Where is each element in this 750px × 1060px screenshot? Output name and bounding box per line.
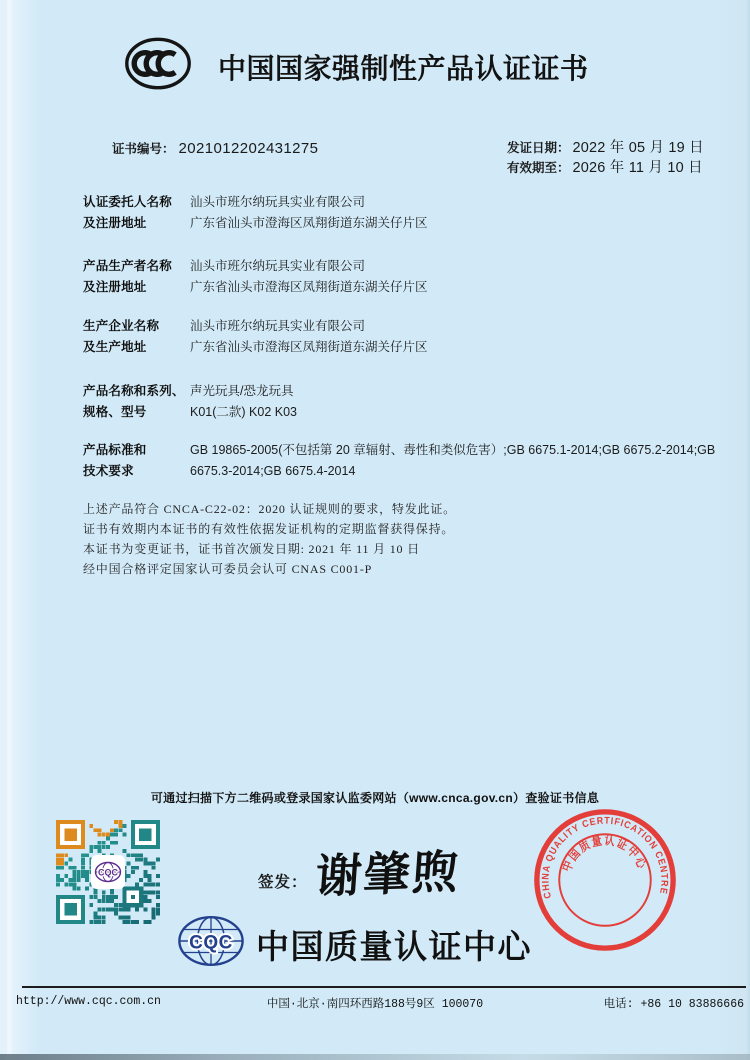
statement-line: 证书有效期内本证书的有效性依据发证机构的定期监督获得保持。 (83, 522, 455, 536)
field-value: GB 19865-2005(不包括第 20 章辐射、毒性和类似危害）;GB 6675.1-2014;GB 6675.2-2014;GB 6675.3-2014;GB 6675.4-2014 (190, 443, 716, 478)
field-factory (83, 316, 428, 358)
statement (83, 499, 708, 579)
field-label: 产品名称和系列、 (83, 384, 185, 398)
field-value: 汕头市班尔纳玩具实业有限公司 (190, 195, 366, 209)
field-value: 广东省汕头市澄海区凤翔街道东湖关仔片区 (190, 216, 428, 230)
verify-note: 可通过扫描下方二维码或登录国家认监委网站（www.cnca.gov.cn）查验证书信息 (150, 791, 600, 805)
valid-until-label: 有效期至： (507, 161, 570, 175)
field-value: 广东省汕头市澄海区凤翔街道东湖关仔片区 (190, 280, 428, 294)
valid-until-row (507, 158, 704, 178)
field-producer (83, 256, 428, 298)
field-label: 及生产地址 (83, 340, 147, 354)
issuer-name: 中国质量认证中心 (256, 928, 532, 965)
field-label: 产品标准和 (83, 443, 147, 457)
qr-logo-overlay (91, 855, 125, 889)
field-value: 汕头市班尔纳玩具实业有限公司 (190, 319, 366, 333)
qr-code (56, 820, 160, 924)
field-value: 广东省汕头市澄海区凤翔街道东湖关仔片区 (190, 340, 428, 354)
field-value: 汕头市班尔纳玩具实业有限公司 (190, 259, 366, 273)
cert-number-row (112, 139, 318, 158)
valid-until-value: 2026 年 11 月 10 日 (572, 160, 703, 176)
issue-dates (507, 138, 704, 178)
svg-text:中国质量认证中心 (559, 833, 651, 873)
statement-line: 本证书为变更证书，证书首次颁发日期: 2021 年 11 月 10 日 (83, 542, 420, 556)
statement-line: 经中国合格评定国家认可委员会认可 CNAS C001-P (83, 562, 373, 576)
scan-edge-left (7, 0, 12, 1060)
cqc-logo-icon (177, 915, 245, 967)
cert-number-value: 2021012202431275 (178, 140, 319, 157)
ccc-logo-icon (124, 37, 192, 90)
svg-text:CQC: CQC (98, 867, 118, 878)
field-value: K01(二款) K02 K03 (190, 405, 297, 419)
field-label: 技术要求 (83, 464, 134, 478)
issue-date-label: 发证日期： (507, 141, 570, 155)
field-standards (83, 440, 735, 482)
sign-label: 签发： (258, 874, 308, 891)
cert-number-label: 证书编号： (112, 142, 175, 156)
svg-text:CQC: CQC (189, 932, 233, 954)
field-value: 声光玩具/恐龙玩具 (190, 384, 294, 398)
field-label: 规格、型号 (83, 405, 147, 419)
cqc-round-stamp-icon (532, 807, 678, 953)
footer-phone: 电话: +86 10 83886666 (603, 998, 744, 1011)
issue-date-row (507, 138, 704, 158)
field-applicant (83, 192, 428, 234)
field-label: 及注册地址 (83, 216, 147, 230)
field-label: 及注册地址 (83, 280, 147, 294)
field-label: 生产企业名称 (83, 319, 160, 333)
field-label: 认证委托人名称 (83, 195, 172, 209)
footer-url: http://www.cqc.com.cn (16, 995, 161, 1008)
stamp-ring-text: CHINA QUALITY CERTIFICATION CENTRE (540, 815, 670, 900)
field-product (83, 381, 297, 423)
footer-address: 中国·北京·南四环西路188号9区 100070 (266, 998, 484, 1011)
field-label: 产品生产者名称 (83, 259, 172, 273)
stamp-inner-text: 中国质量认证中心 (559, 832, 651, 875)
certificate-title: 中国国家强制性产品认证证书 (218, 53, 589, 84)
scan-edge-bottom (0, 1054, 750, 1060)
footer-divider (22, 986, 746, 988)
issue-date-value: 2022 年 05 月 19 日 (572, 140, 704, 156)
statement-line: 上述产品符合 CNCA-C22-02：2020 认证规则的要求，特发此证。 (83, 502, 456, 516)
signature: 谢肇煦 (313, 846, 462, 903)
cqc-mini-logo-icon (94, 861, 122, 883)
